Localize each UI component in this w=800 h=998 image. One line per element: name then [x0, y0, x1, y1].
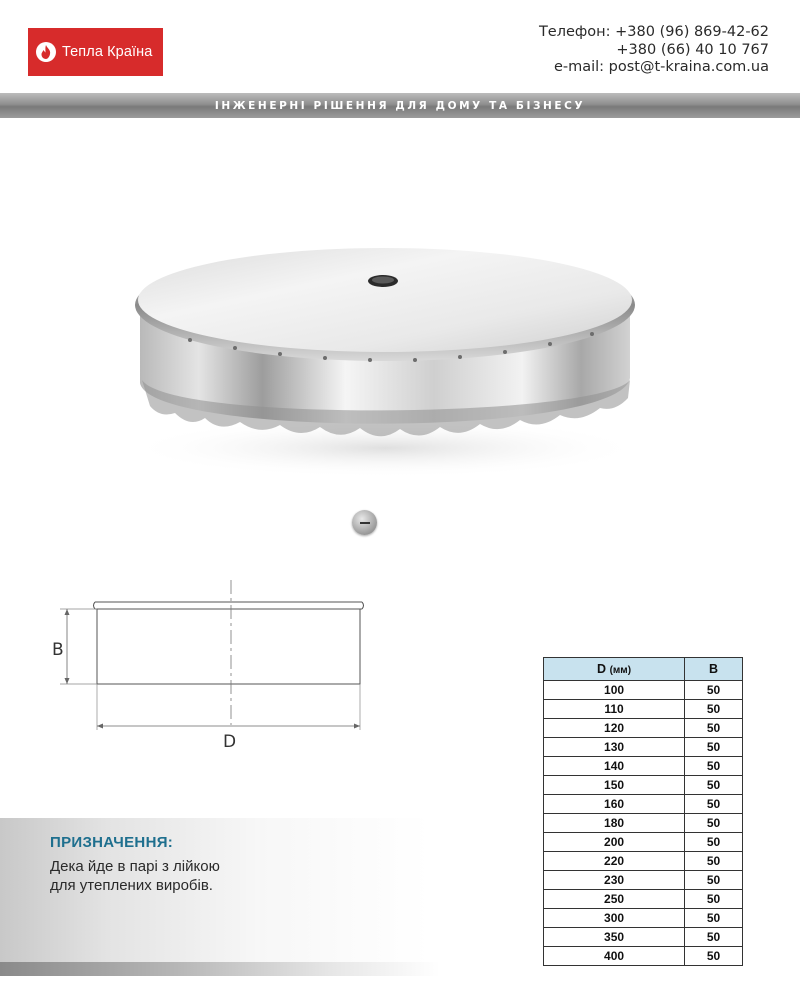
cell-height: 50	[685, 719, 743, 738]
cell-height: 50	[685, 947, 743, 966]
table-row	[544, 890, 743, 909]
phone-line-2: +380 (66) 40 10 767	[616, 41, 769, 58]
purpose-panel	[0, 818, 430, 976]
table-row	[544, 814, 743, 833]
brand-logo	[28, 28, 163, 76]
dimensions-table	[543, 657, 743, 966]
email-line: e-mail: post@t-kraina.com.ua	[553, 59, 769, 75]
table-row	[544, 700, 743, 719]
cell-height: 50	[685, 795, 743, 814]
cell-height: 50	[685, 833, 743, 852]
cell-diameter: 100	[544, 681, 685, 700]
cell-diameter: 140	[544, 757, 685, 776]
zoom-out-button[interactable]	[352, 510, 377, 535]
cell-height: 50	[685, 890, 743, 909]
purpose-title: ПРИЗНАЧЕННЯ:	[50, 834, 174, 851]
table-row	[544, 719, 743, 738]
table-row	[544, 833, 743, 852]
purpose-description	[50, 857, 220, 895]
table-row	[544, 947, 743, 966]
cell-diameter: 180	[544, 814, 685, 833]
column-header-d-unit: (мм)	[609, 665, 632, 676]
cell-diameter: 230	[544, 871, 685, 890]
cell-height: 50	[685, 928, 743, 947]
tagline: ІНЖЕНЕРНІ РІШЕННЯ ДЛЯ ДОМУ ТА БІЗНЕСУ	[214, 99, 586, 112]
cell-height: 50	[685, 814, 743, 833]
column-header-d-label: D	[597, 662, 607, 676]
cell-diameter: 160	[544, 795, 685, 814]
table-row	[544, 909, 743, 928]
column-header-d	[544, 658, 685, 681]
tagline-bar	[0, 93, 800, 118]
purpose-line-2: для утеплених виробів.	[50, 877, 213, 894]
phone-line-1: Телефон: +380 (96) 869-42-62	[538, 24, 769, 40]
table-row	[544, 871, 743, 890]
product-photo	[0, 118, 800, 563]
contact-block	[539, 24, 769, 77]
cell-diameter: 150	[544, 776, 685, 795]
table-body	[544, 681, 743, 966]
cell-diameter: 130	[544, 738, 685, 757]
cell-height: 50	[685, 757, 743, 776]
cell-height: 50	[685, 776, 743, 795]
cell-height: 50	[685, 738, 743, 757]
column-header-b: B	[685, 658, 743, 681]
table-row	[544, 776, 743, 795]
table-row	[544, 738, 743, 757]
cell-diameter: 200	[544, 833, 685, 852]
cell-diameter: 250	[544, 890, 685, 909]
table-row	[544, 795, 743, 814]
table-row	[544, 757, 743, 776]
cell-diameter: 120	[544, 719, 685, 738]
cell-height: 50	[685, 700, 743, 719]
cell-diameter: 400	[544, 947, 685, 966]
drawing-label-d: D	[223, 732, 237, 752]
drawing-label-b: B	[52, 640, 64, 660]
zoom-out-icon	[360, 522, 370, 524]
table-row	[544, 852, 743, 871]
purpose-line-1: Дека йде в парі з лійкою	[50, 858, 220, 875]
cell-diameter: 350	[544, 928, 685, 947]
purpose-bottom-bar	[0, 962, 440, 976]
technical-drawing	[40, 575, 380, 760]
table-row	[544, 928, 743, 947]
table-header-row	[544, 658, 743, 681]
cell-diameter: 110	[544, 700, 685, 719]
cell-diameter: 300	[544, 909, 685, 928]
brand-name: Тепла Країна	[62, 44, 153, 60]
cell-height: 50	[685, 871, 743, 890]
cell-height: 50	[685, 852, 743, 871]
cell-height: 50	[685, 681, 743, 700]
cell-height: 50	[685, 909, 743, 928]
flame-icon	[36, 42, 56, 62]
table-row	[544, 681, 743, 700]
cell-diameter: 220	[544, 852, 685, 871]
